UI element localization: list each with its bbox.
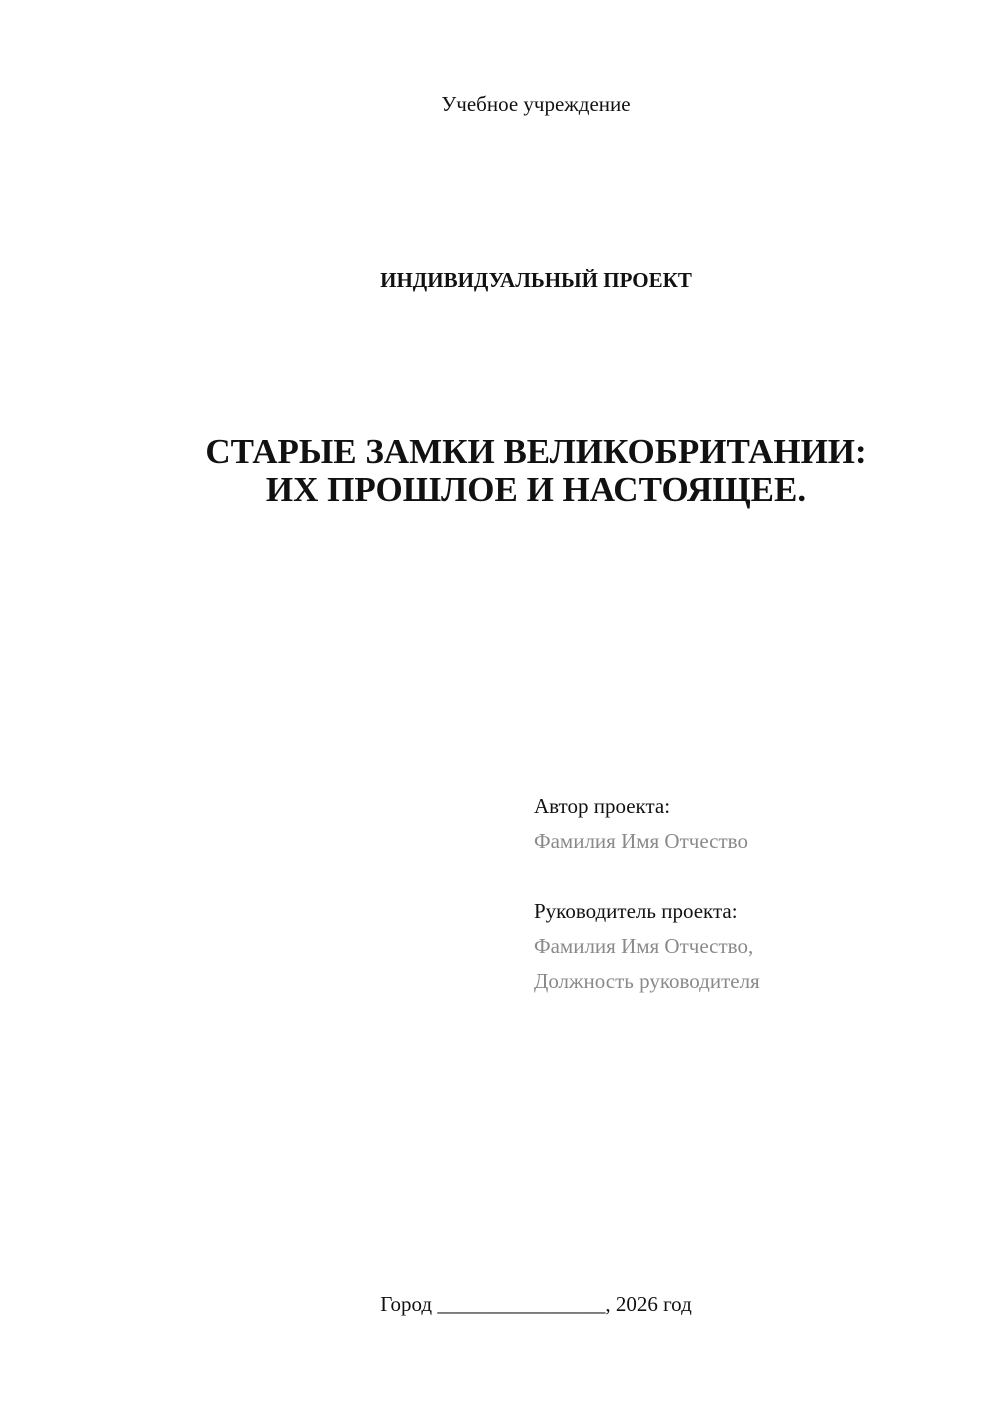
supervisor-label: Руководитель проекта: — [534, 899, 738, 923]
project-type-heading: ИНДИВИДУАЛЬНЫЙ ПРОЕКТ — [380, 268, 692, 292]
institution-name: Учебное учреждение — [441, 92, 631, 116]
project-credits — [534, 789, 760, 999]
city-blank-line: ________________ — [437, 1292, 606, 1316]
supervisor-position: Должность руководителя — [534, 969, 760, 993]
project-title — [0, 433, 1000, 509]
author-name: Фамилия Имя Отчество — [534, 829, 748, 853]
city-label: Город — [380, 1292, 433, 1316]
year-text: , 2026 год — [605, 1292, 692, 1316]
author-label: Автор проекта: — [534, 794, 671, 818]
credits-spacer — [534, 859, 760, 894]
project-title-line-1: СТАРЫЕ ЗАМКИ ВЕЛИКОБРИТАНИИ: — [205, 432, 867, 471]
project-title-line-2: ИХ ПРОШЛОЕ И НАСТОЯЩЕЕ. — [265, 470, 807, 509]
supervisor-name: Фамилия Имя Отчество, — [534, 934, 754, 958]
city-year-line — [0, 1290, 1000, 1318]
